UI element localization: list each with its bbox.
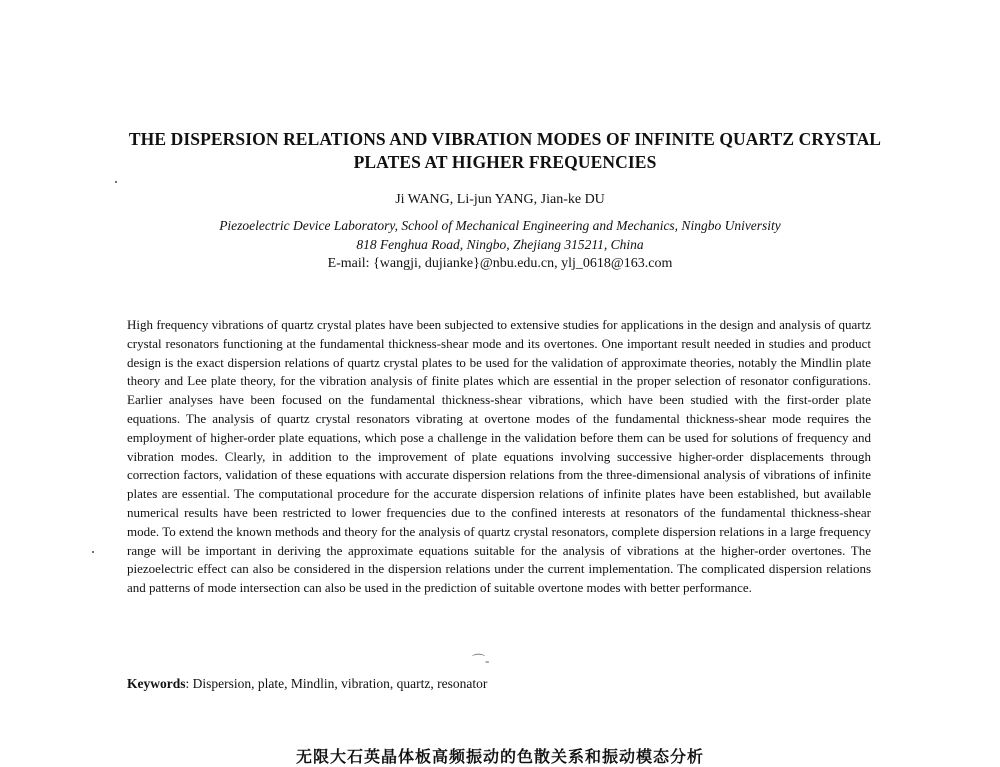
keywords-list: : Dispersion, plate, Mindlin, vibration, quartz, resonator [185,676,488,691]
affiliation-line-2: 818 Fenghua Road, Ningbo, Zhejiang 315211, China [356,237,644,252]
author-list: Ji WANG, Li-jun YANG, Jian-ke DU [395,192,605,207]
keywords-label: Keywords [127,676,186,691]
scan-speck [115,181,117,183]
abstract-text: High frequency vibrations of quartz crystal plates have been subjected to extensive studies for applications in the design and analysis of quartz crystal resonators functioning at the fundamental thickness-shear mode and its overtones. One important result needed in studies and product design is the exact dispersion relations of quartz crystal plates to be used for the validation of approximate theories, notably the Mindlin plate theory and Lee plate theory, for the vibration analysis of finite plates which are essential in the proper selection of resonator configurations. Earlier analyses have been focused on the fundamental thickness-shear vibrations, which have been studied with the first-order plate equations. The analysis of quartz crystal resonators vibrating at overtone modes of the fundamental thickness-shear mode requires the employment of higher-order plate equations, which pose a challenge in the validation before them can be used for solutions of frequency and vibration modes. Clearly, in addition to the improvement of plate equations involving successive higher-order displacements through correction factors, validation of these equations with accurate dispersion relations from the three-dimensional analysis of vibrations of infinite plates are essential. The computational procedure for the accurate dispersion relations of infinite plates have been established, but available numerical results have been restricted to lower frequencies due to the confined interests at resonators of the fundamental thickness-shear mode. To extend the known methods and theory for the analysis of quartz crystal resonators, complete dispersion relations in a large frequency range will be important in deriving the approximate equations suitable for the analysis of vibrations at the higher-order overtones. The piezoelectric effect can also be considered in the dispersion relations under the current implementation. The complicated dispersion relations and patterns of mode intersection can also be used in the prediction of suitable overtone modes with better performance. [127,317,871,596]
affiliation-line-1: Piezoelectric Device Laboratory, School of Mechanical Engineering and Mechanics, Ningbo University [219,218,781,233]
scan-mark: ⌒‐ [472,653,490,668]
contact-email: E-mail: {wangji, dujianke}@nbu.edu.cn, ylj_0618@163.com [327,256,673,271]
keywords-line [127,676,487,692]
paper-title: THE DISPERSION RELATIONS AND VIBRATION MODES OF INFINITE QUARTZ CRYSTAL PLATES AT HIGHER FREQUENCIES [128,129,882,172]
chinese-title: 无限大石英晶体板高频振动的色散关系和振动模态分析 [295,747,704,766]
scan-speck [92,551,94,553]
